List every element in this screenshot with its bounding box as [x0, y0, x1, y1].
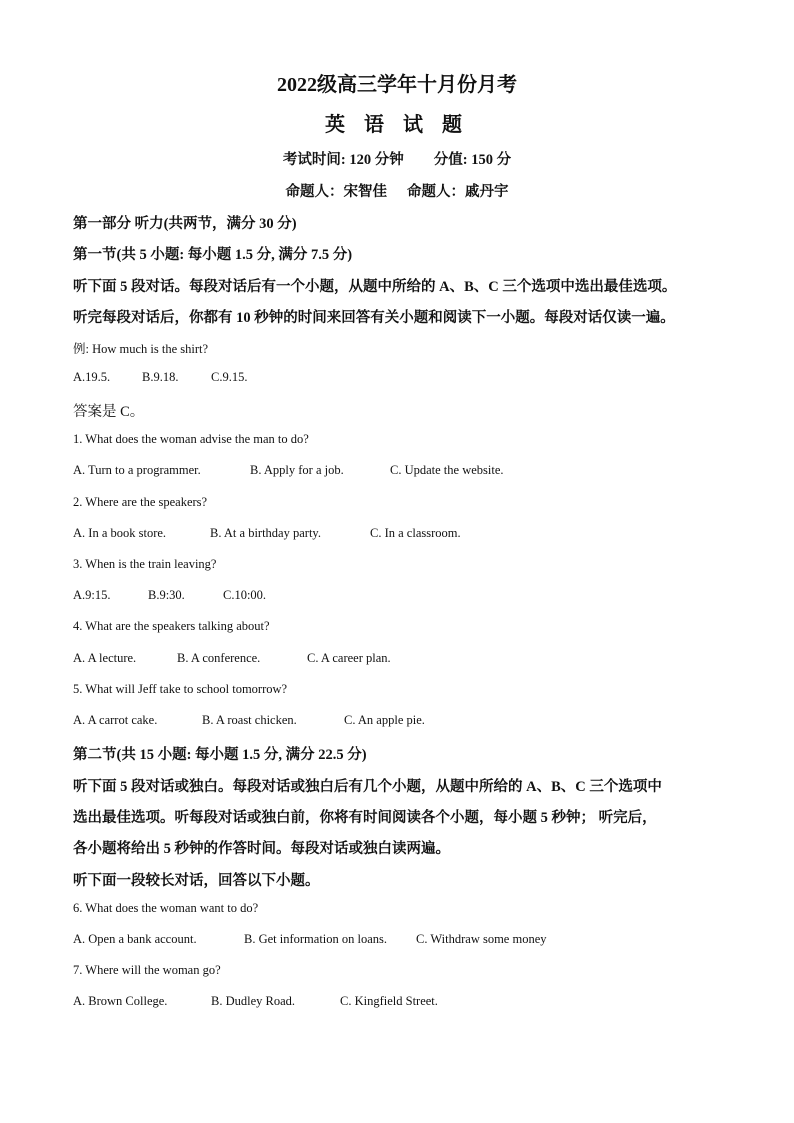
- question-5-options: [73, 713, 425, 728]
- question-1-options: [73, 463, 504, 478]
- question-3-options: [73, 588, 266, 603]
- section2-instruction-1: 听下面 5 段对话或独白。每段对话或独白后有几个小题，从题中所给的 A、B、C 三个选项中: [73, 779, 662, 795]
- question-7-options: [73, 994, 438, 1009]
- example-answer: 答案是 C。: [73, 404, 145, 420]
- section2-sub-instruction: 听下面一段较长对话，回答以下小题。: [73, 873, 320, 889]
- question-4: 4. What are the speakers talking about?: [73, 619, 270, 633]
- q4-option-a: A. A lecture.: [73, 651, 137, 665]
- subject-title: 英 语 试 题: [325, 114, 469, 136]
- q4-option-c: C. A career plan.: [307, 651, 391, 665]
- q6-option-a: A. Open a bank account.: [73, 932, 197, 946]
- question-5: 5. What will Jeff take to school tomorrow?: [73, 682, 288, 696]
- q2-option-c: C. In a classroom.: [370, 526, 461, 540]
- q6-option-b: B. Get information on loans.: [244, 932, 388, 946]
- q7-option-c: C. Kingfield Street.: [340, 994, 438, 1008]
- section1-instruction-1: 听下面 5 段对话。每段对话后有一个小题，从题中所给的 A、B、C 三个选项中选出最佳选项。: [73, 279, 677, 295]
- q1-option-c: C. Update the website.: [390, 463, 504, 477]
- q5-option-b: B. A roast chicken.: [202, 713, 297, 727]
- question-3: 3. When is the train leaving?: [73, 557, 217, 571]
- q3-option-a: A.9:15.: [73, 588, 111, 602]
- exam-time: 考试时间: 120 分钟: [282, 152, 404, 168]
- section2-instruction-2: 选出最佳选项。听每段对话或独白前，你将有时间阅读各个小题，每小题 5 秒钟； 听完后，: [73, 810, 657, 826]
- q1-option-a: A. Turn to a programmer.: [73, 463, 201, 477]
- example-option-b: B.9.18.: [142, 370, 179, 384]
- q1-option-b: B. Apply for a job.: [250, 463, 344, 477]
- question-6-options: [73, 932, 547, 947]
- section1-instruction-2: 听完每段对话后，你都有 10 秒钟的时间来回答有关小题和阅读下一小题。每段对话仅读一遍。: [73, 310, 675, 326]
- question-6: 6. What does the woman want to do?: [73, 901, 259, 915]
- q3-option-c: C.10:00.: [223, 588, 267, 602]
- exam-score: 分值: 150 分: [433, 152, 512, 168]
- exam-info: [0, 148, 794, 169]
- example-option-a: A.19.5.: [73, 370, 111, 384]
- example-question: 例: How much is the shirt?: [73, 342, 209, 356]
- author-1: 命题人：宋智佳: [285, 184, 387, 200]
- q5-option-a: A. A carrot cake.: [73, 713, 158, 727]
- q7-option-b: B. Dudley Road.: [211, 994, 296, 1008]
- q3-option-b: B.9:30.: [148, 588, 185, 602]
- question-2-options: [73, 526, 461, 541]
- q4-option-b: B. A conference.: [177, 651, 261, 665]
- section2-heading: 第二节(共 15 小题: 每小题 1.5 分, 满分 22.5 分): [73, 747, 367, 763]
- section1-heading: 第一节(共 5 小题: 每小题 1.5 分, 满分 7.5 分): [73, 247, 353, 263]
- q6-option-c: C. Withdraw some money: [416, 932, 547, 946]
- q5-option-c: C. An apple pie.: [344, 713, 425, 727]
- q2-option-b: B. At a birthday party.: [210, 526, 321, 540]
- part1-heading: 第一部分 听力(共两节，满分 30 分): [73, 216, 297, 232]
- section2-instruction-3: 各小题将给出 5 秒钟的作答时间。每段对话或独白读两遍。: [73, 841, 450, 857]
- q2-option-a: A. In a book store.: [73, 526, 167, 540]
- question-7: 7. Where will the woman go?: [73, 963, 221, 977]
- question-1: 1. What does the woman advise the man to do?: [73, 432, 309, 446]
- question-4-options: [73, 651, 391, 666]
- example-options: [73, 370, 247, 385]
- question-2: 2. Where are the speakers?: [73, 495, 208, 509]
- author-2: 命题人：戚丹宇: [407, 184, 509, 200]
- exam-authors: [0, 180, 794, 201]
- example-option-c: C.9.15.: [211, 370, 248, 384]
- q7-option-a: A. Brown College.: [73, 994, 168, 1008]
- exam-title: 2022级高三学年十月份月考: [277, 74, 517, 96]
